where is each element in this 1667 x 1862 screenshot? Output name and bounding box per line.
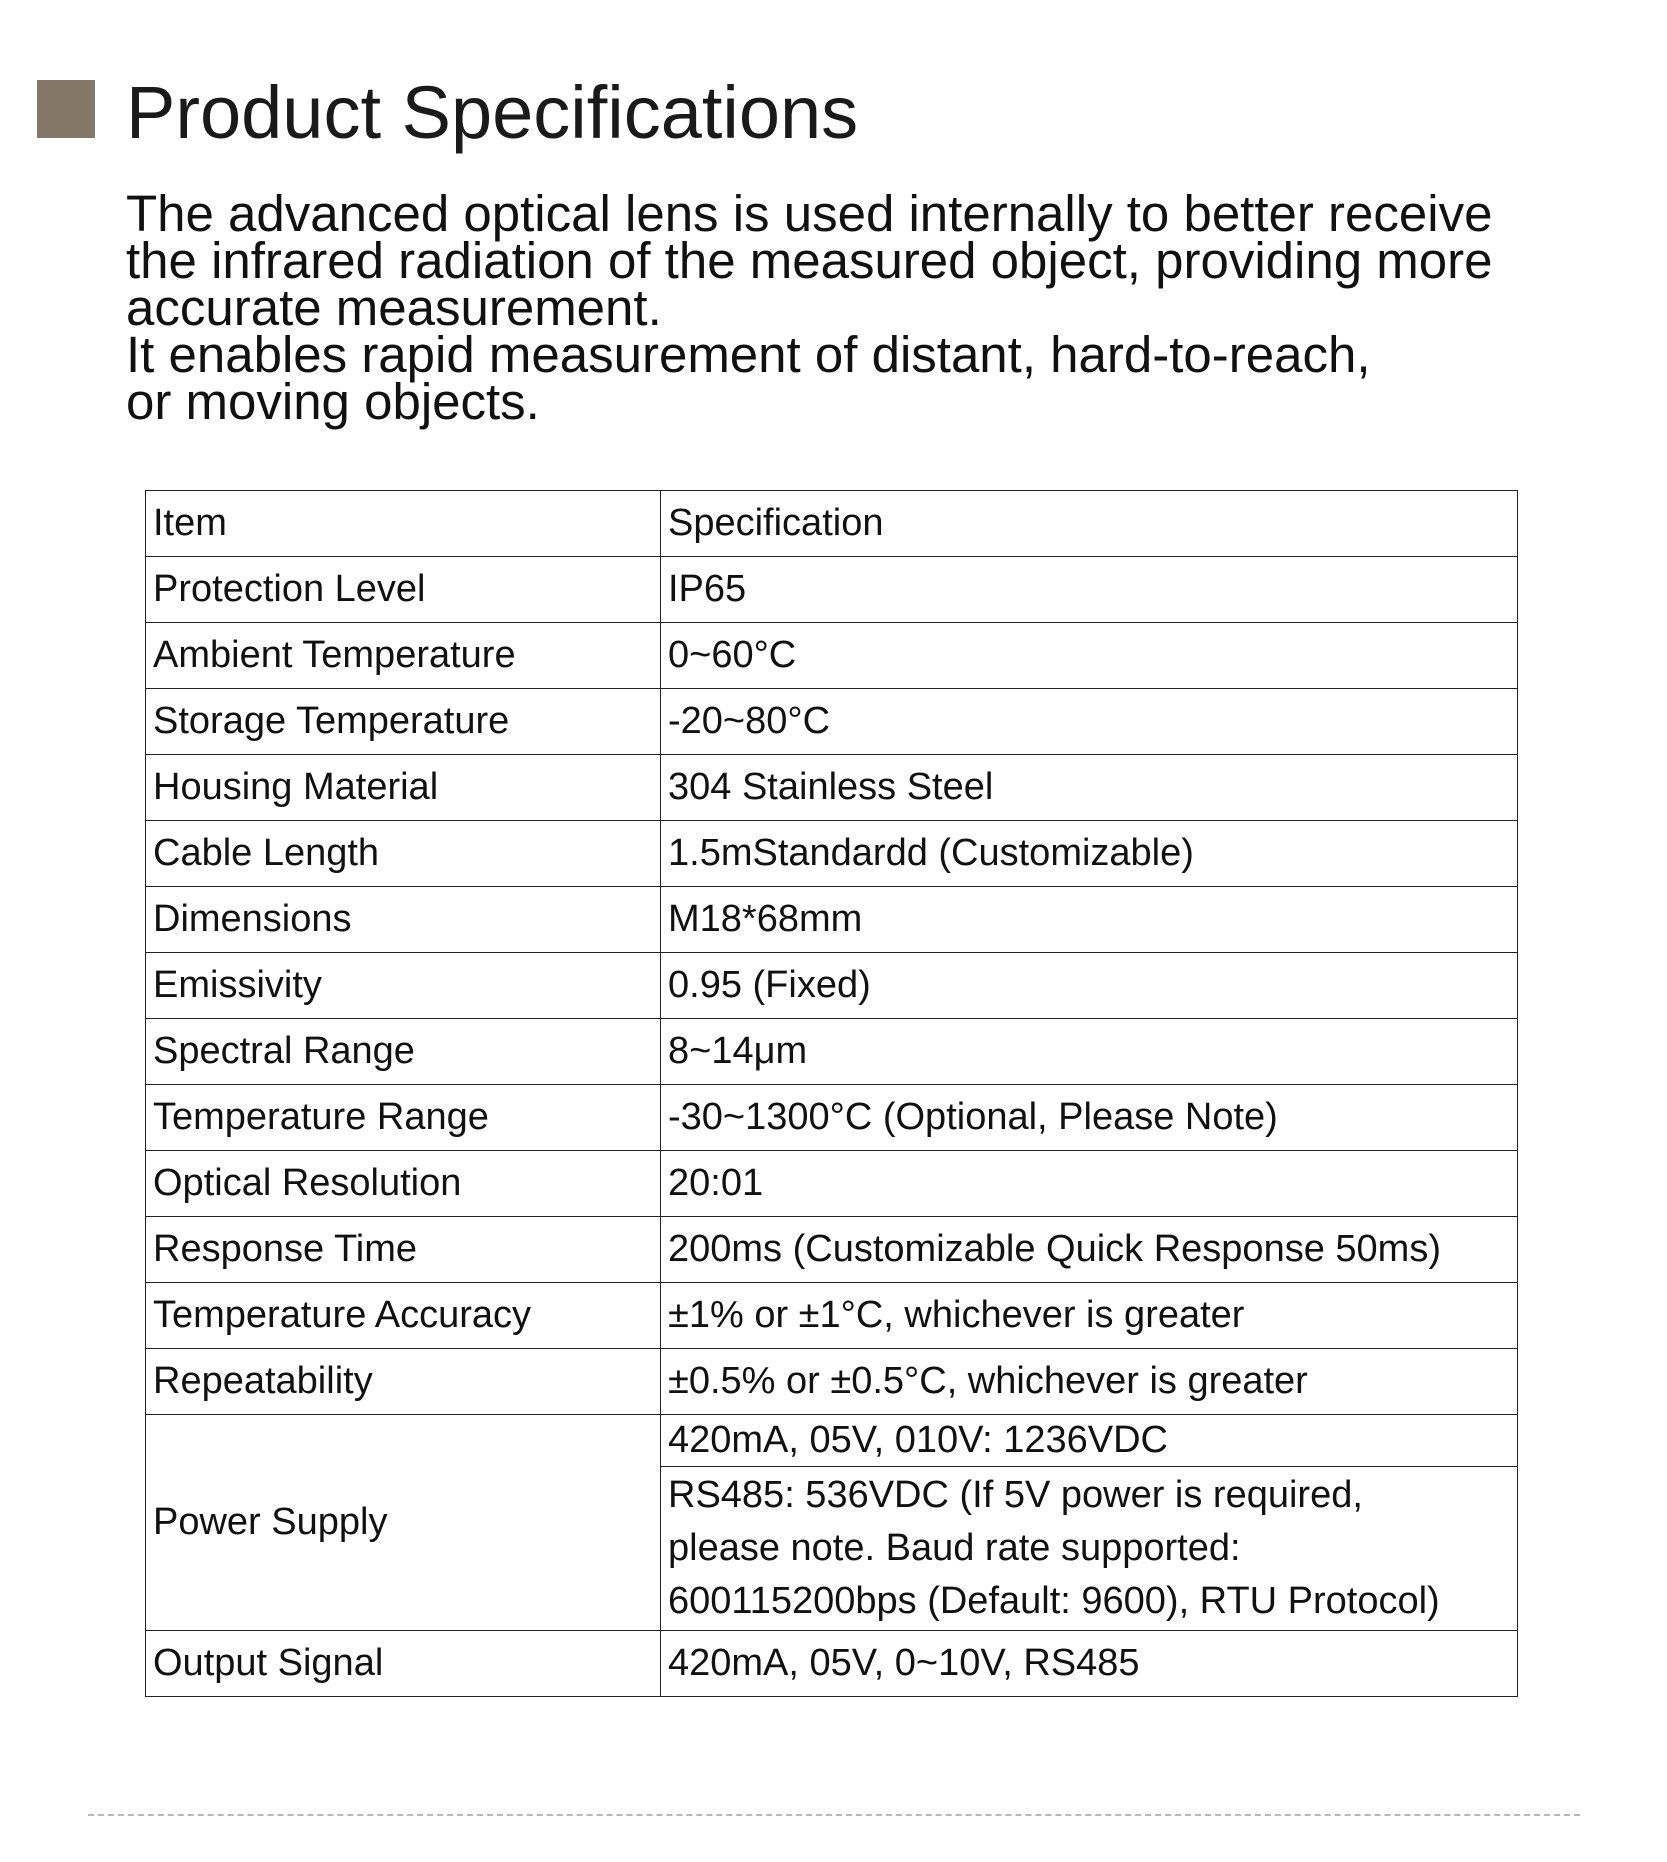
item-cell: Repeatability <box>146 1349 661 1415</box>
table-row <box>146 1349 1518 1415</box>
intro-line: accurate measurement. <box>126 279 662 336</box>
output-signal-item-cell: Output Signal <box>146 1631 661 1697</box>
spec-cell: IP65 <box>661 557 1518 623</box>
spec-cell: -20~80°C <box>661 689 1518 755</box>
power-supply-analog-cell: 420mA, 05V, 010V: 1236VDC <box>661 1415 1518 1467</box>
power-supply-item-cell: Power Supply <box>146 1415 661 1631</box>
table-row <box>146 557 1518 623</box>
intro-line: the infrared radiation of the measured object, providing more <box>126 232 1493 289</box>
table-row <box>146 1217 1518 1283</box>
table-row <box>146 1283 1518 1349</box>
item-cell: Housing Material <box>146 755 661 821</box>
table-row <box>146 887 1518 953</box>
table-row <box>146 1019 1518 1085</box>
output-signal-row <box>146 1631 1518 1697</box>
item-cell: Response Time <box>146 1217 661 1283</box>
item-cell: Optical Resolution <box>146 1151 661 1217</box>
table-row <box>146 1151 1518 1217</box>
item-cell: Cable Length <box>146 821 661 887</box>
header-spec-cell: Specification <box>661 491 1518 557</box>
power-supply-row <box>146 1415 1518 1467</box>
intro-line: or moving objects. <box>126 373 540 430</box>
spec-cell: 20:01 <box>661 1151 1518 1217</box>
spec-cell: 8~14μm <box>661 1019 1518 1085</box>
intro-paragraph <box>126 185 1626 430</box>
spec-cell: M18*68mm <box>661 887 1518 953</box>
rs485-line: RS485: 536VDC (If 5V power is required, <box>668 1474 1363 1516</box>
output-signal-spec-cell: 420mA, 05V, 0~10V, RS485 <box>661 1631 1518 1697</box>
item-cell: Emissivity <box>146 953 661 1019</box>
spec-cell: 0~60°C <box>661 623 1518 689</box>
spec-cell: ±1% or ±1°C, whichever is greater <box>661 1283 1518 1349</box>
table-row <box>146 1085 1518 1151</box>
footer-divider <box>88 1814 1580 1816</box>
spec-cell: 1.5mStandardd (Customizable) <box>661 821 1518 887</box>
table-row <box>146 953 1518 1019</box>
item-cell: Storage Temperature <box>146 689 661 755</box>
rs485-line: 600115200bps (Default: 9600), RTU Protocol) <box>668 1580 1440 1622</box>
item-cell: Temperature Range <box>146 1085 661 1151</box>
spec-cell: 0.95 (Fixed) <box>661 953 1518 1019</box>
page-title: Product Specifications <box>126 71 859 154</box>
spec-table <box>145 490 1518 1697</box>
spec-cell: 200ms (Customizable Quick Response 50ms) <box>661 1217 1518 1283</box>
title-marker <box>37 80 95 138</box>
rs485-line: please note. Baud rate supported: <box>668 1527 1241 1569</box>
item-cell: Temperature Accuracy <box>146 1283 661 1349</box>
item-cell: Dimensions <box>146 887 661 953</box>
header-item-cell: Item <box>146 491 661 557</box>
spec-cell: 304 Stainless Steel <box>661 755 1518 821</box>
item-cell: Ambient Temperature <box>146 623 661 689</box>
power-supply-rs485-cell <box>661 1467 1518 1631</box>
intro-line: It enables rapid measurement of distant, hard-to-reach, <box>126 326 1371 383</box>
table-row <box>146 623 1518 689</box>
spec-cell: -30~1300°C (Optional, Please Note) <box>661 1085 1518 1151</box>
table-row <box>146 755 1518 821</box>
intro-line: The advanced optical lens is used internally to better receive <box>126 185 1493 242</box>
spec-cell: ±0.5% or ±0.5°C, whichever is greater <box>661 1349 1518 1415</box>
table-row <box>146 821 1518 887</box>
table-header-row <box>146 491 1518 557</box>
item-cell: Protection Level <box>146 557 661 623</box>
item-cell: Spectral Range <box>146 1019 661 1085</box>
table-row <box>146 689 1518 755</box>
